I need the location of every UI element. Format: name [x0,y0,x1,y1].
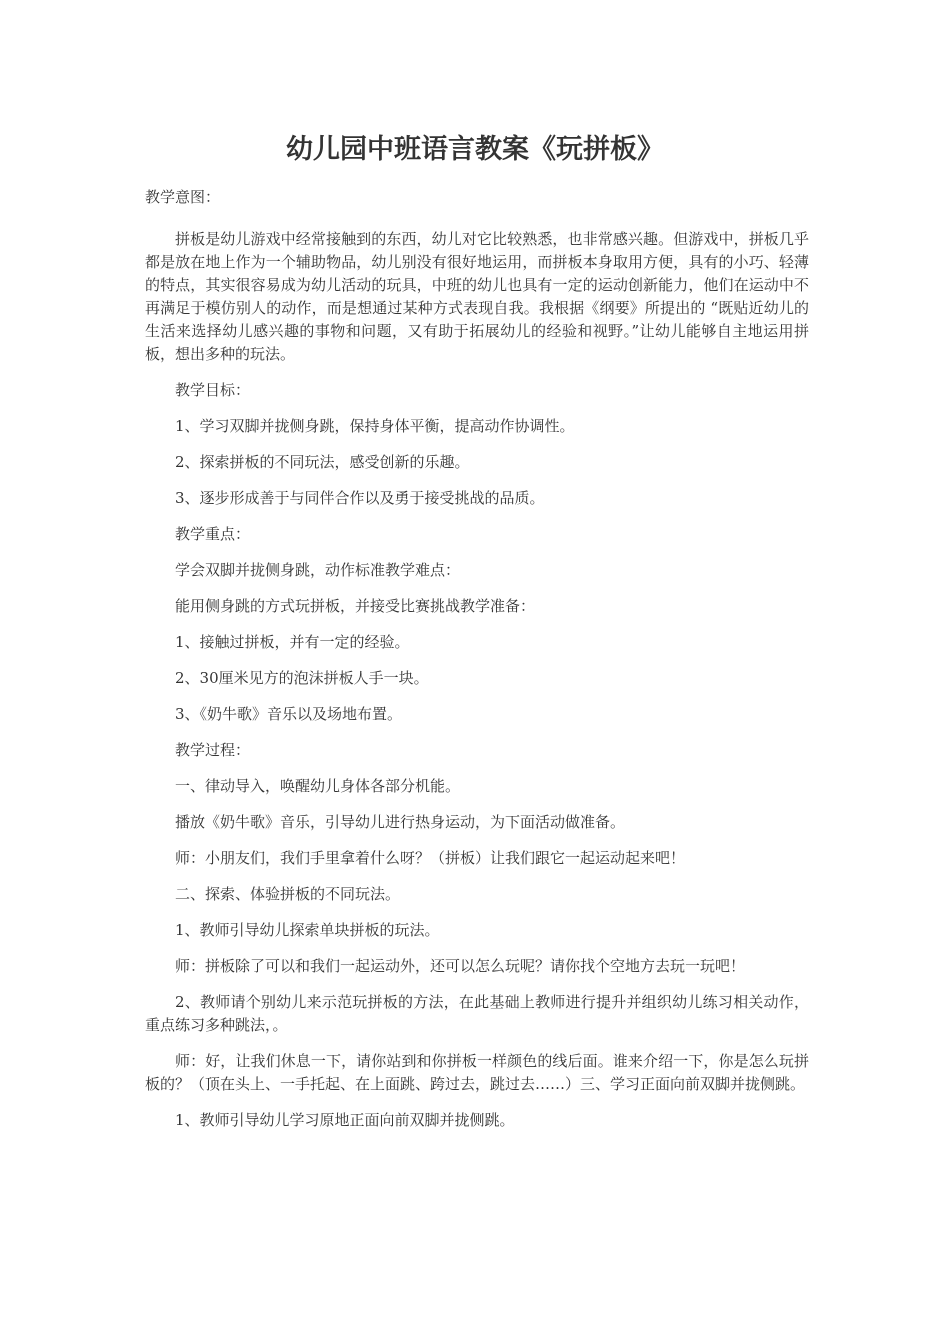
intent-paragraph: 拼板是幼儿游戏中经常接触到的东西，幼儿对它比较熟悉，也非常感兴趣。但游戏中，拼板几乎都是放在地上作为一个辅助物品，幼儿别没有很好地运用，而拼板本身取用方便，具有的小巧、轻薄的特点，其实很容易成为幼儿活动的玩具，中班的幼儿也具有一定的运动创新能力，他们在运动中不再满足于模仿别人的动作，而是想通过某种方式表现自我。我根据《纲要》所提出的 “既贴近幼儿的生活来选择幼儿感兴趣的事物和问题，又有助于拓展幼儿的经验和视野。”让幼儿能够自主地运用拼板，想出多种的玩法。 [145,230,809,363]
section-heading-goals: 教学目标： [175,381,251,399]
document-title: 幼儿园中班语言教案《玩拼板》 [286,134,664,165]
goal-item-3: 3、逐步形成善于与同伴合作以及勇于接受挑战的品质。 [175,489,545,507]
section-heading-process: 教学过程： [175,741,251,759]
document-body [145,186,809,1145]
prep-item-2: 2、30厘米见方的泡沫拼板人手一块。 [175,669,429,687]
teacher-dialogue: 师：拼板除了可以和我们一起运动外，还可以怎么玩呢？请你找个空地方去玩一玩吧！ [175,957,746,975]
teacher-dialogue: 师：好，让我们休息一下，请你站到和你拼板一样颜色的线后面。谁来介绍一下，你是怎么玩拼板的？（顶在头上、一手托起、在上面跳、跨过去，跳过去……）三、学习正面向前双脚并拢侧跳。 [145,1052,809,1093]
focus-paragraph: 学会双脚并拢侧身跳，动作标准教学难点： [175,561,461,579]
section-heading-intent: 教学意图： [145,188,221,206]
section-heading-focus: 教学重点： [175,525,251,543]
prep-item-1: 1、接触过拼板，并有一定的经验。 [175,633,410,651]
goal-item-2: 2、探索拼板的不同玩法，感受创新的乐趣。 [175,453,470,471]
process-substep: 2、教师请个别幼儿来示范玩拼板的方法，在此基础上教师进行提升并组织幼儿练习相关动作，重点练习多种跳法，。 [145,993,809,1034]
process-step-2: 二、探索、体验拼板的不同玩法。 [175,885,401,903]
prep-item-3: 3、《奶牛歌》音乐以及场地布置。 [175,705,403,723]
process-step-1: 一、律动导入，唤醒幼儿身体各部分机能。 [175,777,461,795]
difficulty-paragraph: 能用侧身跳的方式玩拼板，并接受比赛挑战教学准备： [175,597,536,615]
process-substep: 1、教师引导幼儿探索单块拼板的玩法。 [175,921,440,939]
goal-item-1: 1、学习双脚并拢侧身跳，保持身体平衡，提高动作协调性。 [175,417,575,435]
process-paragraph: 播放《奶牛歌》音乐，引导幼儿进行热身运动，为下面活动做准备。 [175,813,626,831]
teacher-dialogue: 师：小朋友们，我们手里拿着什么呀？（拼板）让我们跟它一起运动起来吧！ [175,849,686,867]
process-substep: 1、教师引导幼儿学习原地正面向前双脚并拢侧跳。 [175,1111,515,1129]
